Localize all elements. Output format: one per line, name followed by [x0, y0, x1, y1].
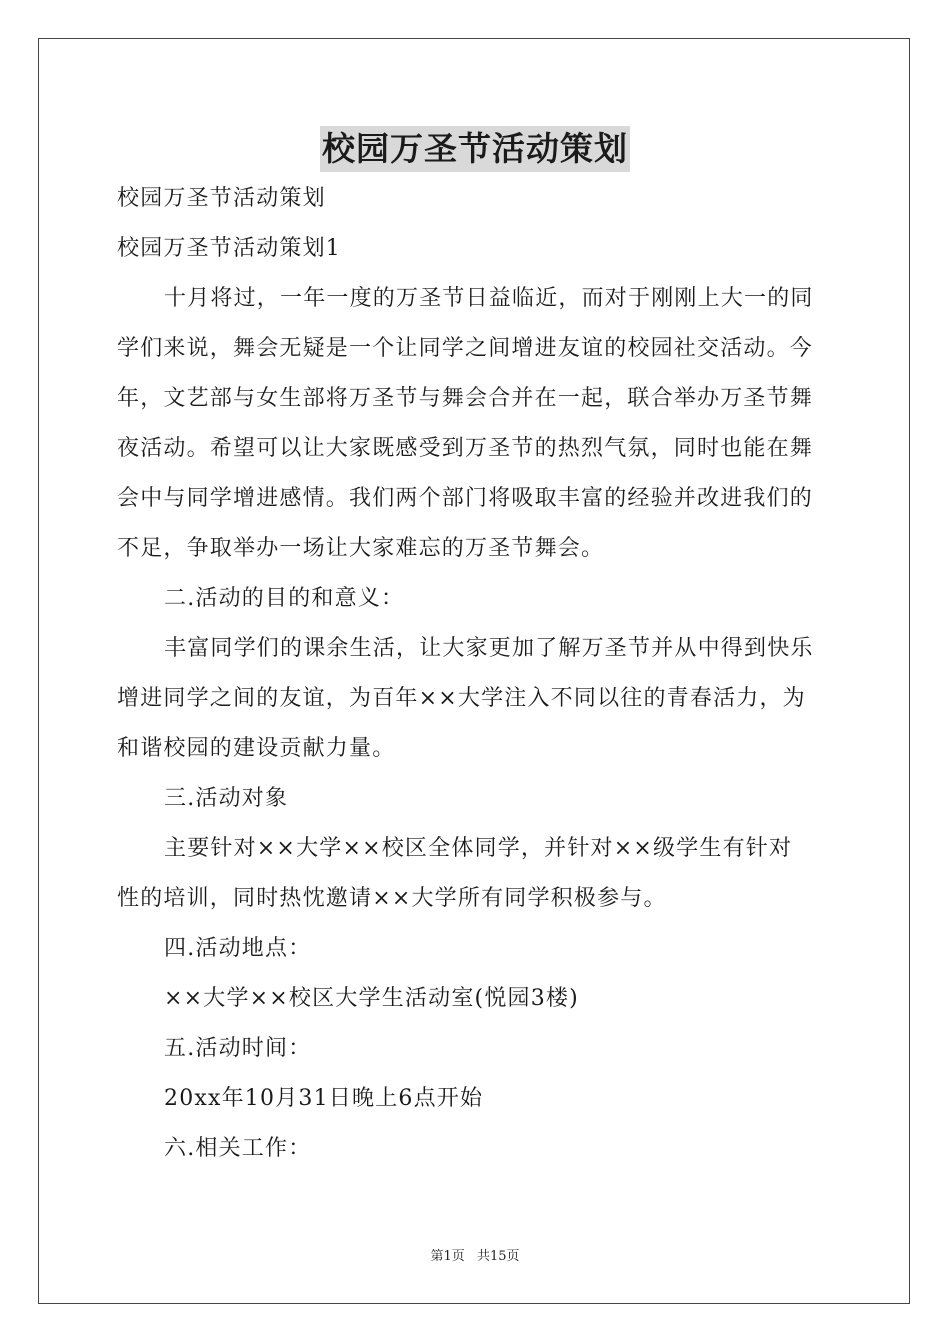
paragraph-line: 夜活动。希望可以让大家既感受到万圣节的热烈气氛，同时也能在舞 — [117, 436, 814, 461]
paragraph-line: 不足，争取举办一场让大家难忘的万圣节舞会。 — [117, 536, 605, 561]
section-heading: 四.活动地点： — [164, 936, 312, 961]
paragraph-line: 和谐校园的建设贡献力量。 — [117, 736, 396, 761]
paragraph-line: 主要针对××大学××校区全体同学，并针对××级学生有针对 — [164, 836, 793, 861]
paragraph-line: 丰富同学们的课余生活，让大家更加了解万圣节并从中得到快乐 — [164, 636, 814, 661]
paragraph-line: 增进同学之间的友谊，为百年××大学注入不同以往的青春活力，为 — [117, 686, 806, 711]
paragraph-line: 会中与同学增进感情。我们两个部门将吸取丰富的经验并改进我们的 — [117, 486, 814, 511]
document-title: 校园万圣节活动策划 — [320, 126, 630, 172]
title-container — [0, 126, 950, 172]
section-heading: 二.活动的目的和意义： — [164, 586, 405, 611]
section-heading: 校园万圣节活动策划1 — [117, 236, 341, 261]
page-number: 第1页 — [430, 1249, 465, 1264]
page-footer — [0, 1248, 950, 1266]
page-border — [38, 38, 910, 1304]
section-heading: 五.活动时间： — [164, 1036, 312, 1061]
paragraph-line: ××大学××校区大学生活动室(悦园3楼) — [164, 986, 579, 1011]
paragraph-line: 学们来说，舞会无疑是一个让同学之间增进友谊的校园社交活动。今 — [117, 336, 814, 361]
paragraph-line: 十月将过，一年一度的万圣节日益临近，而对于刚刚上大一的同 — [164, 286, 814, 311]
page-total: 共15页 — [476, 1249, 520, 1264]
paragraph-line: 20xx年10月31日晚上6点开始 — [164, 1086, 484, 1111]
paragraph-line: 性的培训，同时热忱邀请××大学所有同学积极参与。 — [117, 886, 667, 911]
paragraph-line: 年，文艺部与女生部将万圣节与舞会合并在一起，联合举办万圣节舞 — [117, 386, 814, 411]
section-heading: 三.活动对象 — [164, 786, 289, 811]
section-heading: 六.相关工作： — [164, 1136, 312, 1161]
subtitle-line: 校园万圣节活动策划 — [117, 186, 326, 211]
